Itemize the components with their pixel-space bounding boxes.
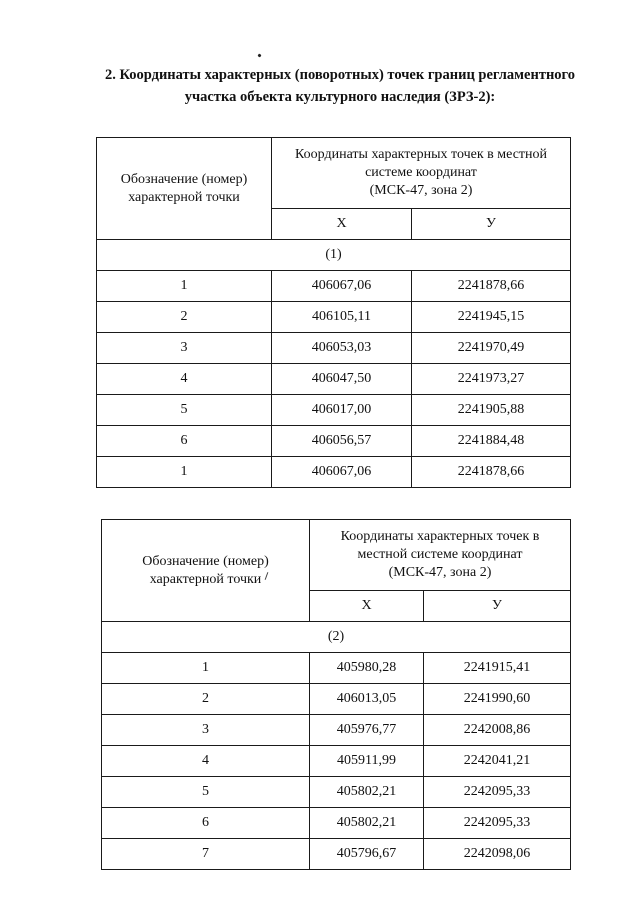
coords-header-line-3: (МСК-47, зона 2) (369, 183, 473, 198)
y-coordinate-cell: 2242008,86 (424, 715, 571, 746)
x-coordinate-cell: 406053,03 (272, 333, 412, 364)
table-row (102, 684, 571, 715)
column-x-header: Х (272, 209, 412, 240)
y-coordinate-cell: 2241905,88 (412, 395, 571, 426)
x-coordinate-cell: 405802,21 (310, 777, 424, 808)
x-coordinate-cell: 405796,67 (310, 839, 424, 870)
y-coordinate-cell: 2241970,49 (412, 333, 571, 364)
x-coordinate-cell: 406105,11 (272, 302, 412, 333)
y-coordinate-cell: 2241884,48 (412, 426, 571, 457)
table-row (102, 777, 571, 808)
column-y-header: У (412, 209, 571, 240)
point-label-line-2: характерной точки (149, 571, 262, 587)
table-header-row (97, 138, 571, 209)
y-coordinate-cell: 2242041,21 (424, 746, 571, 777)
x-coordinate-cell: 406067,06 (272, 271, 412, 302)
section-label: (1) (97, 240, 571, 271)
y-coordinate-cell: 2241915,41 (424, 653, 571, 684)
point-number-cell: 2 (97, 302, 272, 333)
table-row (97, 271, 571, 302)
table-row (97, 395, 571, 426)
x-coordinate-cell: 406017,00 (272, 395, 412, 426)
section-label: (2) (102, 622, 571, 653)
coordinates-table-1 (96, 137, 571, 488)
table-header-row (102, 520, 571, 591)
y-coordinate-cell: 2242095,33 (424, 777, 571, 808)
scan-speck (257, 53, 261, 57)
coords-header (310, 520, 571, 591)
point-number-cell: 5 (97, 395, 272, 426)
point-number-cell: 1 (102, 653, 310, 684)
y-coordinate-cell: 2241878,66 (412, 271, 571, 302)
section-heading (60, 64, 620, 108)
coords-header-line-2: местной системе координат (357, 547, 523, 562)
x-coordinate-cell: 406047,50 (272, 364, 412, 395)
point-number-cell: 4 (97, 364, 272, 395)
table-row (102, 746, 571, 777)
coords-header (272, 138, 571, 209)
table-row (97, 333, 571, 364)
y-coordinate-cell: 2241878,66 (412, 457, 571, 488)
point-number-cell: 5 (102, 777, 310, 808)
table-row (102, 839, 571, 870)
y-coordinate-cell: 2242095,33 (424, 808, 571, 839)
coordinates-table-2 (101, 519, 571, 870)
column-y-header: У (424, 591, 571, 622)
table-row (97, 364, 571, 395)
point-number-cell: 1 (97, 457, 272, 488)
y-coordinate-cell: 2242098,06 (424, 839, 571, 870)
x-coordinate-cell: 405976,77 (310, 715, 424, 746)
point-label-line-1: Обозначение (номер) (120, 171, 248, 187)
point-label-header (102, 520, 310, 622)
x-coordinate-cell: 405980,28 (310, 653, 424, 684)
point-label-line-1: Обозначение (номер) (142, 553, 269, 569)
coords-header-line-1: Координаты характерных точек в местной (295, 147, 548, 162)
table-row (97, 457, 571, 488)
section-label-row (97, 240, 571, 271)
table-row (102, 715, 571, 746)
y-coordinate-cell: 2241990,60 (424, 684, 571, 715)
coords-header-line-3: (МСК-47, зона 2) (388, 565, 492, 580)
point-number-cell: 4 (102, 746, 310, 777)
point-number-cell: 3 (97, 333, 272, 364)
x-coordinate-cell: 406067,06 (272, 457, 412, 488)
table-row (97, 302, 571, 333)
point-label-header (97, 138, 272, 240)
point-number-cell: 2 (102, 684, 310, 715)
column-x-header: Х (310, 591, 424, 622)
table-row (102, 653, 571, 684)
coords-header-line-1: Координаты характерных точек в (340, 529, 540, 544)
point-label-line-2: характерной точки (128, 189, 240, 205)
x-coordinate-cell: 405911,99 (310, 746, 424, 777)
x-coordinate-cell: 406013,05 (310, 684, 424, 715)
x-coordinate-cell: 405802,21 (310, 808, 424, 839)
heading-line-1: 2. Координаты характерных (поворотных) точек границ регламентного (104, 67, 576, 83)
coords-header-line-2: системе координат (365, 165, 477, 180)
x-coordinate-cell: 406056,57 (272, 426, 412, 457)
table-row (102, 808, 571, 839)
y-coordinate-cell: 2241973,27 (412, 364, 571, 395)
heading-line-2: участка объекта культурного наследия (ЗРЗ-2): (184, 89, 496, 105)
section-label-row (102, 622, 571, 653)
y-coordinate-cell: 2241945,15 (412, 302, 571, 333)
point-number-cell: 1 (97, 271, 272, 302)
point-number-cell: 6 (97, 426, 272, 457)
point-number-cell: 7 (102, 839, 310, 870)
point-number-cell: 6 (102, 808, 310, 839)
point-number-cell: 3 (102, 715, 310, 746)
table-row (97, 426, 571, 457)
